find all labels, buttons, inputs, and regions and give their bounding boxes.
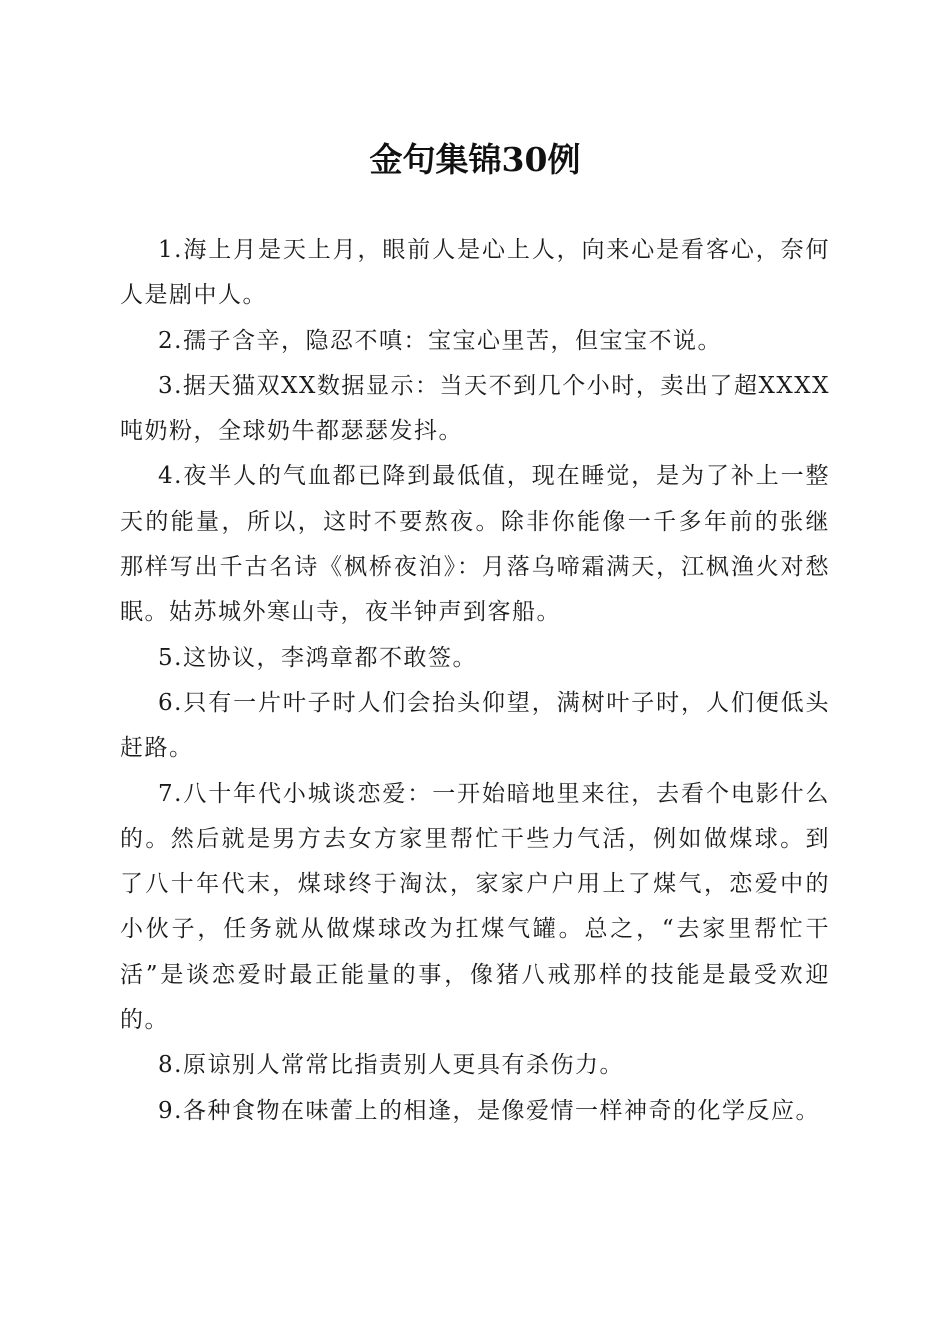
paragraph-6: 6.只有一片叶子时人们会抬头仰望，满树叶子时，人们便低头赶路。 xyxy=(120,689,830,762)
paragraph-2: 2.孺子含辛，隐忍不嗔：宝宝心里苦，但宝宝不说。 xyxy=(158,327,722,354)
paragraph-9: 9.各种食物在味蕾上的相逢，是像爱情一样神奇的化学反应。 xyxy=(158,1097,820,1124)
document-title: 金句集锦30例 xyxy=(369,140,581,179)
paragraph-8: 8.原谅别人常常比指责别人更具有杀伤力。 xyxy=(158,1052,624,1079)
paragraph-4: 4.夜半人的气血都已降到最低值，现在睡觉，是为了补上一整天的能量，所以，这时不要熬夜。除非你能像一千多年前的张继那样写出千古名诗《枫桥夜泊》：月落乌啼霜满天，江枫渔火对愁眠。姑苏城外寒山寺，夜半钟声到客船。 xyxy=(120,463,830,626)
paragraph-1: 1.海上月是天上月，眼前人是心上人，向来心是看客心，奈何人是剧中人。 xyxy=(120,237,830,309)
paragraph-3: 3.据天猫双XX数据显示：当天不到几个小时，卖出了超XXXX吨奶粉，全球奶牛都瑟瑟发抖。 xyxy=(120,372,830,445)
paragraph-7: 7.八十年代小城谈恋爱：一开始暗地里来往，去看个电影什么的。然后就是男方去女方家里帮忙干些力气活，例如做煤球。到了八十年代末，煤球终于淘汰，家家户户用上了煤气，恋爱中的小伙子，任务就从做煤球改为扛煤气罐。总之，“去家里帮忙干活”是谈恋爱时最正能量的事，像猪八戒那样的技能是最受欢迎的。 xyxy=(120,780,830,1034)
document-body xyxy=(120,228,830,1134)
paragraph-5: 5.这协议，李鸿章都不敢签。 xyxy=(158,644,477,671)
